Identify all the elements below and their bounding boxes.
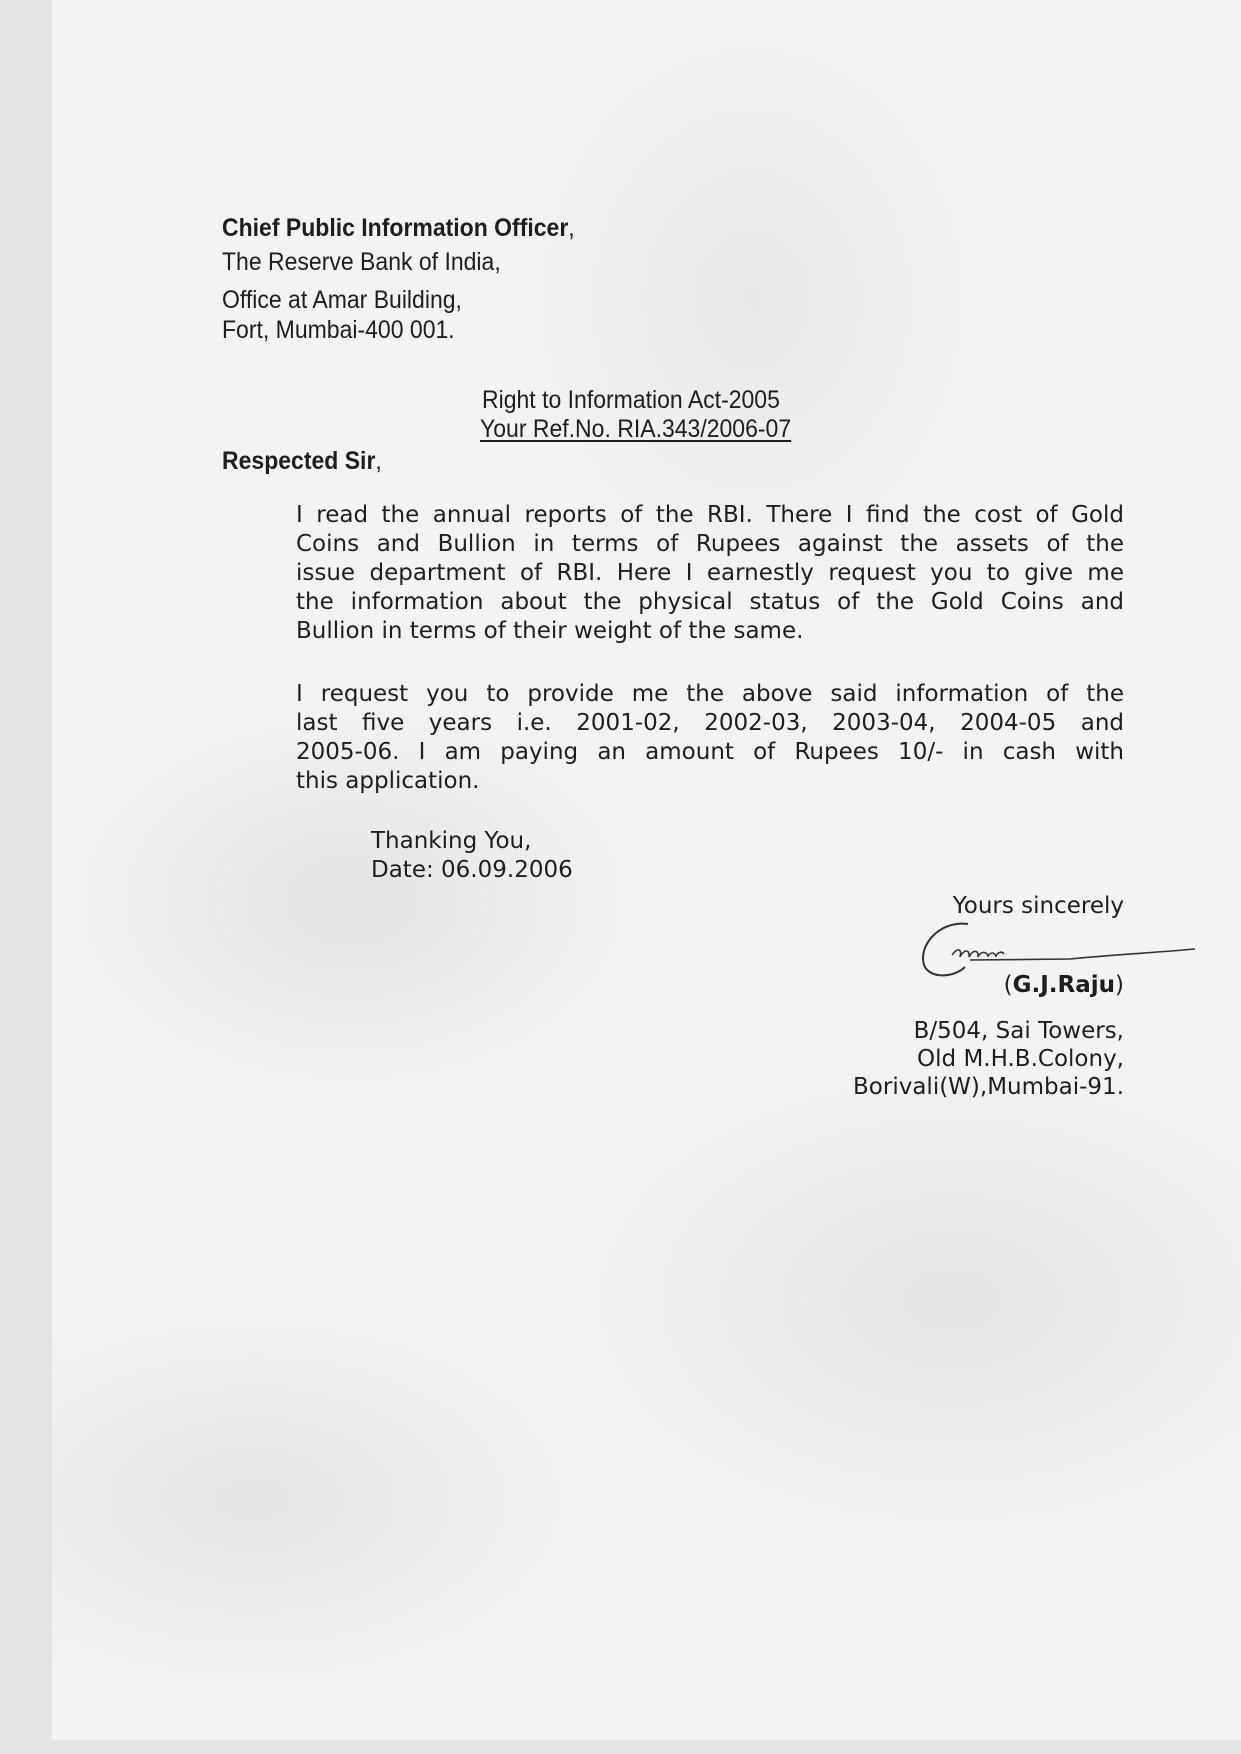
address-line: Old M.H.B.Colony, <box>917 1046 1124 1072</box>
thanks: Thanking You, <box>371 828 532 854</box>
body-line: 2005-06. I am paying an amount of Rupees 10/- in cash with <box>296 739 1124 765</box>
subject-ref: Your Ref.No. RIA.343/2006-07 <box>480 415 792 443</box>
sign-off: Yours sincerely <box>952 893 1124 919</box>
body-line: issue department of RBI. Here I earnestly request you to give me <box>296 560 1124 586</box>
address-line: Borivali(W),Mumbai-91. <box>853 1074 1124 1100</box>
recipient-line: Fort, Mumbai-400 001. <box>222 316 455 344</box>
salutation: Respected Sir, <box>222 447 382 475</box>
body-line: the information about the physical status of the Gold Coins and <box>296 589 1124 615</box>
body-line: I request you to provide me the above said information of the <box>296 681 1124 707</box>
body-line: I read the annual reports of the RBI. There I find the cost of Gold <box>296 502 1124 528</box>
signatory-name: (G.J.Raju) <box>1003 972 1124 998</box>
body-line: last five years i.e. 2001-02, 2002-03, 2003-04, 2004-05 and <box>296 710 1124 736</box>
address-line: B/504, Sai Towers, <box>913 1018 1124 1044</box>
body-line: Coins and Bullion in terms of Rupees against the assets of the <box>296 531 1124 557</box>
subject-act: Right to Information Act-2005 <box>482 386 780 414</box>
recipient-line: The Reserve Bank of India, <box>222 248 501 276</box>
recipient-title: Chief Public Information Officer, <box>222 214 575 242</box>
date: Date: 06.09.2006 <box>371 857 573 883</box>
body-line: Bullion in terms of their weight of the same. <box>296 618 804 644</box>
recipient-line: Office at Amar Building, <box>222 286 462 314</box>
body-line: this application. <box>296 768 480 794</box>
